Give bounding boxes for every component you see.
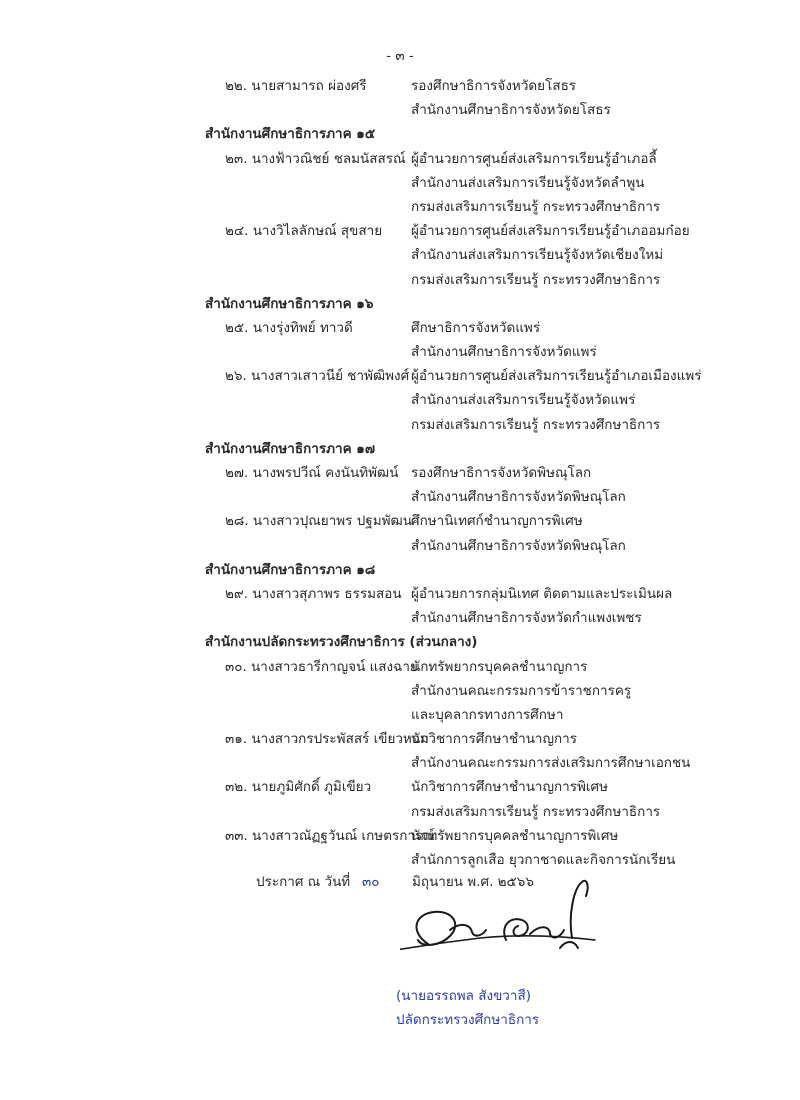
- signatory-name: (นายอรรถพล สังขวาสี): [396, 988, 531, 1004]
- list-item: [0, 388, 800, 412]
- appointment-list: [0, 74, 800, 872]
- organization: กรมส่งเสริมการเรียนรู้ กระทรวงศึกษาธิการ: [411, 803, 661, 820]
- section-heading: สำนักงานศึกษาธิการภาค ๑๘: [205, 561, 376, 578]
- person-name: ๒๔. นางวิไลลักษณ์ สุขสาย: [225, 223, 383, 240]
- list-item: [0, 824, 800, 848]
- list-item: [0, 800, 800, 824]
- position-title: รองศึกษาธิการจังหวัดยโสธร: [411, 78, 577, 94]
- organization: สำนักงานศึกษาธิการจังหวัดพิษณุโลก: [411, 489, 626, 506]
- person-name: ๓๑. นางสาวกรประพัสสร์ เขียวหอม: [225, 731, 429, 748]
- list-item: [0, 751, 800, 775]
- list-item: [0, 848, 800, 872]
- organization: สำนักงานศึกษาธิการจังหวัดยโสธร: [411, 102, 611, 119]
- list-item: [0, 243, 800, 267]
- position-title: ผู้อำนวยการศูนย์ส่งเสริมการเรียนรู้อำเภออมก๋อย: [411, 223, 690, 240]
- person-name: ๓๓. นางสาวณัฏฐวันณ์ เกษตรการณ์: [225, 827, 435, 844]
- announcement-day: ๓๐: [362, 874, 380, 890]
- person-name: ๒๒. นายสามารถ ผ่องศรี: [225, 78, 367, 94]
- list-item: [0, 655, 800, 679]
- organization: กรมส่งเสริมการเรียนรู้ กระทรวงศึกษาธิการ: [411, 416, 661, 433]
- handwritten-signature: [400, 874, 600, 984]
- list-item: [0, 606, 800, 630]
- section-heading: สำนักงานศึกษาธิการภาค ๑๕: [205, 126, 376, 143]
- list-item: [0, 147, 800, 171]
- position-title: ศึกษานิเทศก์ชำนาญการพิเศษ: [411, 513, 583, 530]
- organization: สำนักงานศึกษาธิการจังหวัดแพร่: [411, 344, 597, 361]
- list-item: [0, 582, 800, 606]
- list-item: [0, 485, 800, 509]
- person-name: ๓๒. นายภูมิศักดิ์ ภูมิเขียว: [225, 779, 372, 796]
- position-title: นักวิชาการศึกษาชำนาญการ: [411, 731, 578, 748]
- list-item: [0, 534, 800, 558]
- organization: สำนักงานคณะกรรมการส่งเสริมการศึกษาเอกชน: [411, 755, 691, 772]
- position-title: ศึกษาธิการจังหวัดแพร่: [411, 319, 541, 336]
- person-name: ๒๖. นางสาวเสาวนีย์ ชาพัฒิพงศ์: [225, 368, 410, 385]
- person-name: ๒๙. นางสาวสุภาพร ธรรมสอน: [225, 585, 402, 602]
- list-item: [0, 268, 800, 292]
- position-title: นักวิชาการศึกษาชำนาญการพิเศษ: [411, 779, 608, 796]
- person-name: ๒๓. นางฟ้าวณิชย์ ชลมนัสสรณ์: [225, 150, 406, 167]
- list-item: [0, 727, 800, 751]
- position-title: รองศึกษาธิการจังหวัดพิษณุโลก: [411, 465, 592, 481]
- list-item: [0, 98, 800, 122]
- organization: สำนักงานคณะกรรมการข้าราชการครู: [411, 682, 632, 699]
- list-item: [0, 775, 800, 799]
- organization: กรมส่งเสริมการเรียนรู้ กระทรวงศึกษาธิการ: [411, 271, 661, 288]
- person-name: ๒๘. นางสาวปุณยาพร ปฐมพัฒนา: [225, 513, 420, 530]
- list-item: [0, 171, 800, 195]
- position-title: ผู้อำนวยการกลุ่มนิเทศ ติดตามและประเมินผล: [411, 585, 673, 602]
- section-heading: สำนักงานปลัดกระทรวงศึกษาธิการ (ส่วนกลาง): [205, 634, 478, 651]
- list-item: [0, 364, 800, 388]
- announcement-month-year: มิถุนายน พ.ศ. ๒๕๖๖: [412, 874, 534, 890]
- section-heading: สำนักงานศึกษาธิการภาค ๑๗: [205, 440, 376, 457]
- person-name: ๒๕. นางรุ่งทิพย์ ทาวดี: [225, 319, 353, 336]
- page-number: - ๓ -: [386, 48, 414, 64]
- organization: สำนักงานศึกษาธิการจังหวัดพิษณุโลก: [411, 537, 626, 554]
- organization: สำนักการลูกเสือ ยุวกาชาดและกิจการนักเรียน: [411, 852, 676, 868]
- list-item: [0, 340, 800, 364]
- list-item: [0, 219, 800, 243]
- organization: สำนักงานส่งเสริมการเรียนรู้จังหวัดแพร่: [411, 392, 636, 409]
- signatory-title: ปลัดกระทรวงศึกษาธิการ: [396, 1012, 540, 1028]
- list-item: [0, 413, 800, 437]
- list-item: [0, 679, 800, 703]
- list-item: [0, 703, 800, 727]
- person-name: ๓๐. นางสาวธารีกาญจน์ แสงฉาย: [225, 658, 418, 675]
- position-title: นักทรัพยากรบุคคลชำนาญการพิเศษ: [411, 827, 619, 844]
- organization: กรมส่งเสริมการเรียนรู้ กระทรวงศึกษาธิการ: [411, 198, 661, 215]
- position-title: ผู้อำนวยการศูนย์ส่งเสริมการเรียนรู้อำเภอเมืองแพร่: [411, 368, 702, 385]
- signature-block: [0, 870, 800, 1070]
- list-item: [0, 316, 800, 340]
- list-item: [0, 195, 800, 219]
- organization: สำนักงานส่งเสริมการเรียนรู้จังหวัดเชียงใหม่: [411, 247, 664, 264]
- organization: สำนักงานส่งเสริมการเรียนรู้จังหวัดลำพูน: [411, 174, 645, 191]
- list-item: [0, 461, 800, 485]
- list-item: [0, 509, 800, 533]
- position-title: นักทรัพยากรบุคคลชำนาญการ: [411, 658, 588, 675]
- section-heading: สำนักงานศึกษาธิการภาค ๑๖: [205, 295, 374, 312]
- list-item: [0, 74, 800, 98]
- announcement-label: ประกาศ ณ วันที่: [256, 874, 351, 890]
- person-name: ๒๗. นางพรปวีณ์ คงนันทิพัฒน์: [225, 465, 399, 481]
- organization: สำนักงานศึกษาธิการจังหวัดกำแพงเพชร: [411, 610, 642, 627]
- position-title: ผู้อำนวยการศูนย์ส่งเสริมการเรียนรู้อำเภอลี้: [411, 150, 657, 167]
- organization: และบุคลากรทางการศึกษา: [411, 706, 564, 723]
